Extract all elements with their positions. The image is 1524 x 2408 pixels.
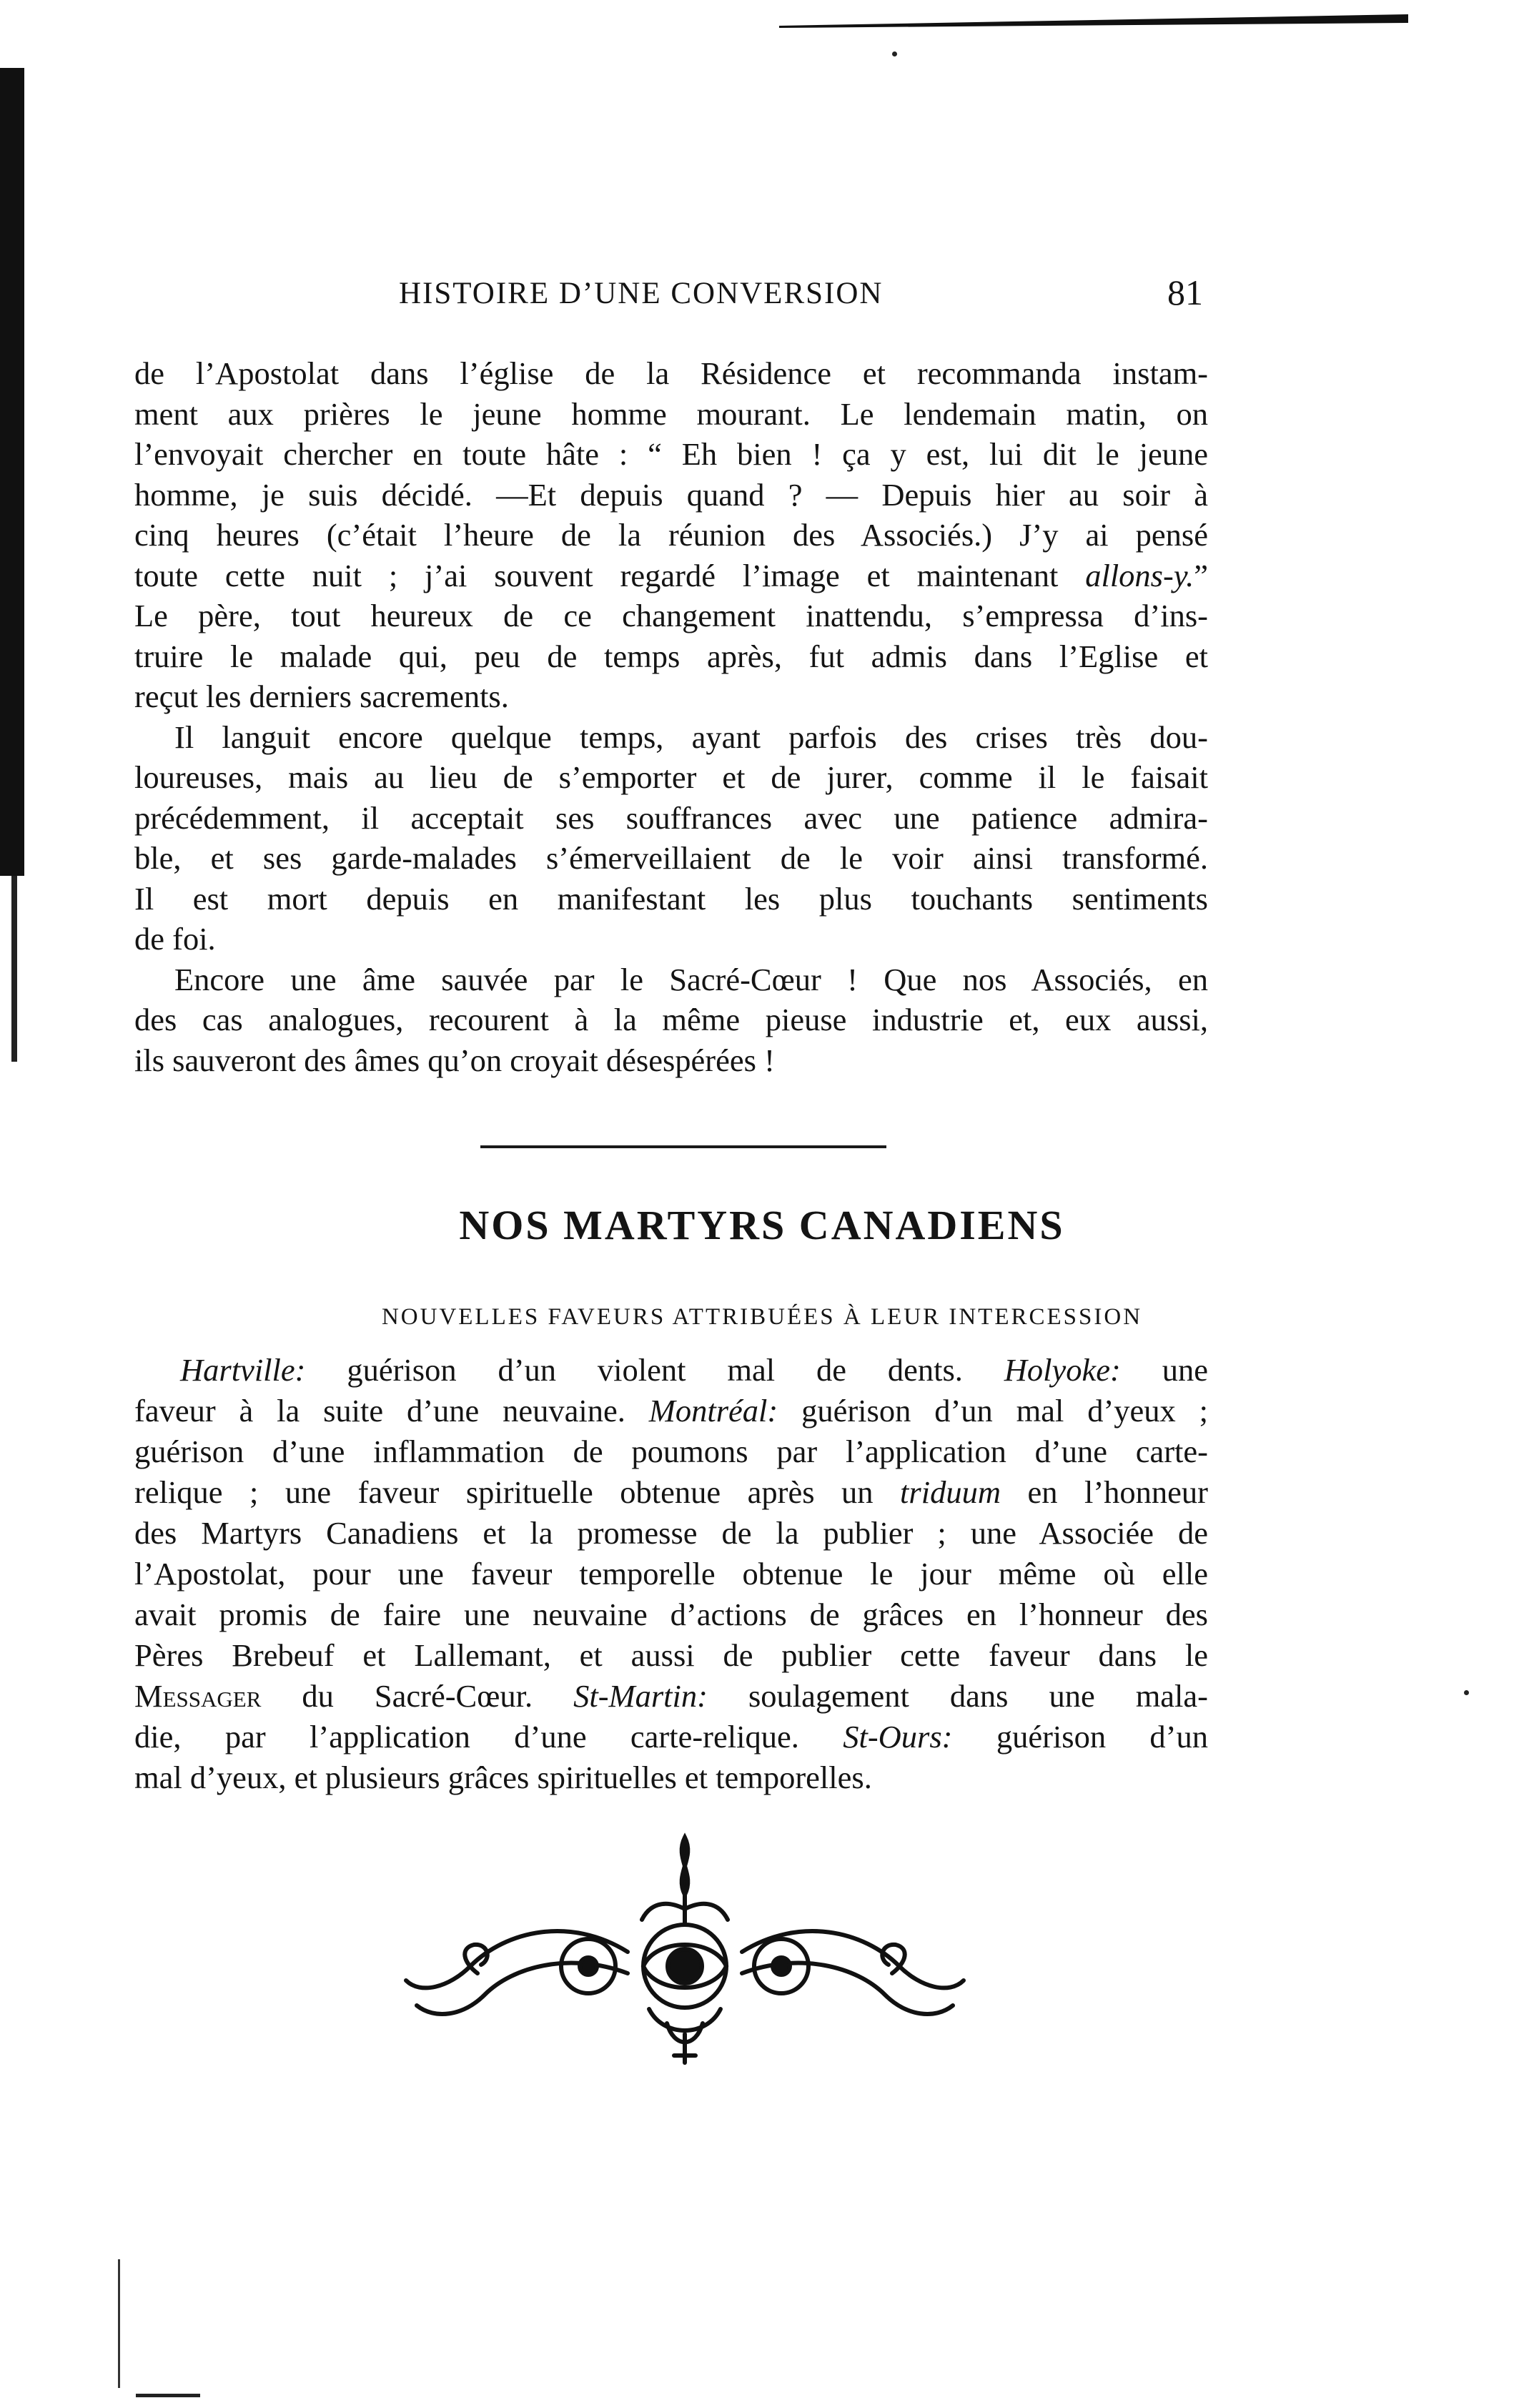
top-rule-artifact	[779, 10, 1408, 29]
text-line	[134, 556, 1208, 596]
margin-mark-artifact	[136, 2394, 200, 2397]
text-run: une	[1120, 1352, 1208, 1388]
text-run: en l’honneur	[1000, 1474, 1208, 1510]
text-line	[134, 1350, 1208, 1391]
text-line: guérison d’une inflammation de poumons par l’application d’une carte-	[134, 1434, 1208, 1469]
binding-shadow-lower	[11, 876, 17, 1062]
text-line	[134, 1472, 1208, 1513]
text-line: Il est mort depuis en manifestant les plus touchants sentiments	[134, 880, 1208, 917]
text-line: des cas analogues, recourent à la même pieuse industrie et, eux aussi,	[134, 1002, 1208, 1037]
section-subtitle: NOUVELLES FAVEURS ATTRIBUÉES À LEUR INTERCESSION	[381, 1304, 1143, 1330]
speck	[892, 51, 897, 56]
running-title: HISTOIRE D’UNE CONVERSION	[399, 277, 884, 310]
text-run: toute cette nuit ; j’ai souvent regardé l’image et maintenant	[134, 557, 1059, 593]
page-number: 81	[1167, 272, 1203, 312]
text-line	[134, 1717, 1208, 1757]
text-run: die, par l’application d’une carte-relique.	[134, 1719, 843, 1755]
text-line: précédemment, il acceptait ses souffrances avec une patience admira-	[134, 799, 1208, 836]
place-name: Montréal:	[648, 1393, 778, 1428]
text-run: guérison d’un	[952, 1719, 1209, 1755]
text-line: Pères Brebeuf et Lallemant, et aussi de publier cette faveur dans le	[134, 1637, 1208, 1673]
place-name: Holyoke:	[1004, 1352, 1121, 1388]
favors-paragraph	[134, 1350, 1208, 1798]
text-line: loureuses, mais au lieu de s’emporter et de jurer, comme il le faisait	[134, 759, 1208, 795]
text-line: Encore une âme sauvée par le Sacré-Cœur ! Que nos Associés, en	[174, 961, 1208, 997]
binding-shadow	[0, 68, 24, 876]
text-run: soulagement dans une mala-	[707, 1678, 1208, 1714]
section-separator	[480, 1145, 886, 1148]
text-line: mal d’yeux, et plusieurs grâces spirituelles et temporelles.	[134, 1760, 872, 1795]
margin-line-artifact	[118, 2259, 120, 2388]
text-line: l’Apostolat, pour une faveur temporelle obtenue le jour même où elle	[134, 1556, 1208, 1592]
text-line: avait promis de faire une neuvaine d’actions de grâces en l’honneur des	[134, 1597, 1208, 1632]
text-line: reçut les derniers sacrements.	[134, 679, 509, 714]
floral-tailpiece-ornament	[392, 1830, 978, 2066]
speck	[1464, 1690, 1469, 1695]
text-run: du Sacré-Cœur.	[261, 1678, 574, 1714]
text-line: cinq heures (c’était l’heure de la réunion des Associés.) J’y ai pensé	[134, 517, 1208, 553]
text-line	[134, 1391, 1208, 1431]
section-title: NOS MARTYRS CANADIENS	[459, 1202, 1065, 1248]
place-name: St-Ours:	[843, 1719, 953, 1755]
text-line: Il languit encore quelque temps, ayant parfois des crises très dou-	[174, 719, 1208, 755]
place-name: Hartville:	[180, 1352, 306, 1388]
italic-word: triduum	[900, 1474, 1001, 1510]
text-line: ment aux prières le jeune homme mourant. Le lendemain matin, on	[134, 395, 1208, 432]
text-line: homme, je suis décidé. —Et depuis quand ? — Depuis hier au soir à	[134, 476, 1208, 513]
text-line: de l’Apostolat dans l’église de la Résidence et recommanda instam-	[134, 355, 1208, 391]
text-line: Le père, tout heureux de ce changement inattendu, s’empressa d’ins-	[134, 598, 1208, 633]
italic-phrase: allons-y.	[1085, 557, 1194, 593]
place-name: St-Martin:	[573, 1678, 708, 1714]
article-continuation	[134, 353, 1208, 1080]
text-run: faveur à la suite d’une neuvaine.	[134, 1393, 649, 1428]
text-run: relique ; une faveur spirituelle obtenue après un	[134, 1474, 901, 1510]
closing-quote: ”	[1194, 557, 1209, 593]
text-line	[134, 1676, 1208, 1717]
text-run: guérison d’un violent mal de dents.	[305, 1352, 1004, 1388]
text-line: ils sauveront des âmes qu’on croyait désespérées !	[134, 1042, 775, 1078]
publication-name: Messager	[134, 1678, 262, 1714]
text-line: ble, et ses garde-malades s’émerveillaient de le voir ainsi transformé.	[134, 840, 1208, 876]
text-run: guérison d’un mal d’yeux ;	[778, 1393, 1208, 1428]
text-line: des Martyrs Canadiens et la promesse de la publier ; une Associée de	[134, 1515, 1208, 1551]
text-line: truire le malade qui, peu de temps après, fut admis dans l’Eglise et	[134, 638, 1208, 674]
text-line: l’envoyait chercher en toute hâte : “ Eh bien ! ça y est, lui dit le jeune	[134, 436, 1208, 472]
text-line: de foi.	[134, 921, 216, 957]
